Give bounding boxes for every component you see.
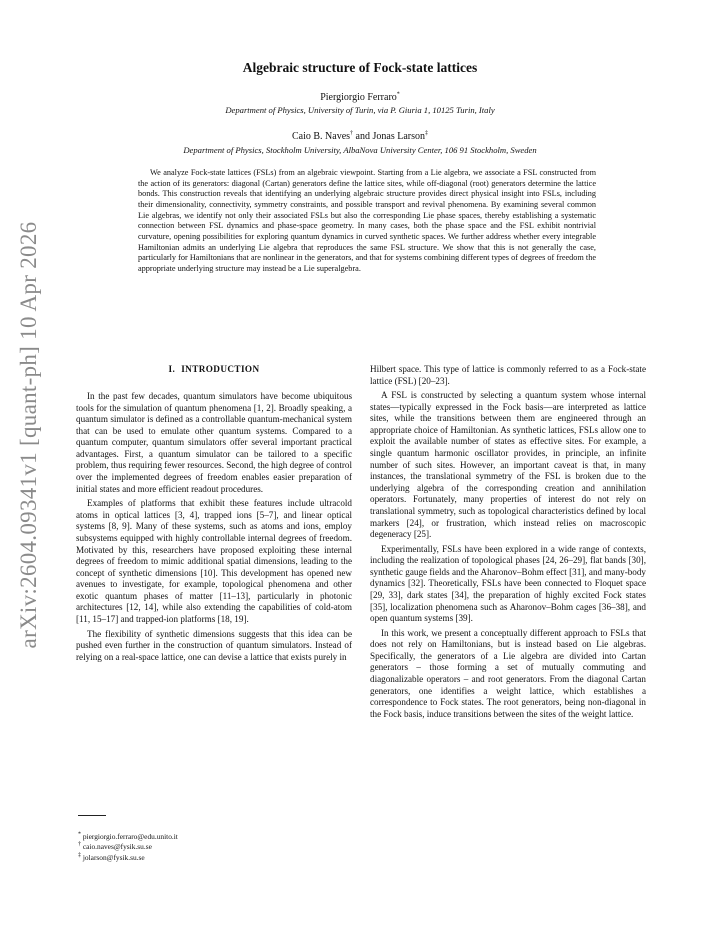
author-mark: † bbox=[350, 130, 354, 137]
footnotes bbox=[78, 832, 178, 863]
paragraph: Examples of platforms that exhibit these features include ultracold atoms in optical lattices [3, 4], trapped ions [5–7], and linear optical systems [8, 9]. Many of these systems, such as atoms and ions, employ subsystems equipped with highly controllable internal degrees of freedom. Motivated by this, researchers have proposed exploiting these internal degrees of freedom to mimic additional spatial dimensions, leading to the concept of synthetic dimensions [10]. This development has opened new avenues to investigate, for example, topological phenomena and other exotic quantum phases of matter [11–13], particularly in photonic architectures [12, 14], while also extending the capabilities of cold-atom [11, 15–17] and trapped-ion platforms [18, 19]. bbox=[76, 498, 352, 624]
footnote-mark: * bbox=[78, 831, 81, 838]
footnote-email-link[interactable]: piergiorgio.ferraro@edu.unito.it bbox=[82, 832, 178, 841]
paragraph: In this work, we present a conceptually different approach to FSLs that does not rely on Hamiltonians, but is instead based on Lie algebras. Specifically, the generators of a Lie algebra are divided into Cartan generators – those forming a set of mutually commuting and diagonalizable operators – and root generators. From the diagonal Cartan generators, one identifies a weight lattice, which establishes a correspondence to Fock states. The root generators, being non-diagonal in the Fock basis, induce transitions between the sites of the weight lattice. bbox=[370, 627, 646, 719]
left-column bbox=[76, 364, 352, 666]
author-name: Piergiorgio Ferraro bbox=[320, 92, 397, 103]
section-heading bbox=[76, 364, 352, 376]
footnote bbox=[78, 832, 178, 842]
arxiv-identifier-stamp bbox=[4, 205, 54, 665]
author-name: Jonas Larson bbox=[372, 131, 425, 142]
footnote bbox=[78, 842, 178, 852]
footnote-mark: ‡ bbox=[78, 852, 81, 859]
author-mark: ‡ bbox=[425, 130, 428, 137]
arxiv-identifier-text: arXiv:2604.09341v1 [quant-ph] 10 Apr 2026 bbox=[16, 221, 41, 649]
author-mark: * bbox=[396, 91, 400, 98]
footnote-email-link[interactable]: jolarson@fysik.su.se bbox=[82, 852, 145, 862]
author-line-2 bbox=[0, 131, 720, 142]
author-conjunction: and bbox=[353, 131, 373, 142]
footnote-mark: † bbox=[78, 841, 81, 848]
paper-title: Algebraic structure of Fock-state lattices bbox=[242, 60, 478, 75]
section-number: I. bbox=[168, 364, 176, 374]
affiliation-1: Department of Physics, University of Turin, via P. Giuria 1, 10125 Turin, Italy bbox=[225, 105, 495, 115]
footnote-rule bbox=[78, 815, 106, 816]
footnote bbox=[78, 853, 178, 863]
paragraph: The flexibility of synthetic dimensions suggests that this idea can be pushed even further in the construction of quantum simulators. Instead of relying on a real-space lattice, one can devise a lattice that exists purely in bbox=[76, 628, 352, 662]
paragraph: In the past few decades, quantum simulators have become ubiquitous tools for the simulation of quantum phenomena [1, 2]. Broadly speaking, a quantum simulator is defined as a controllable quantum-mechanical system that can be used to emulate other quantum systems. Compared to a quantum computer, quantum simulators offer several important practical advantages. First, a quantum simulator can be tailored to a specific problem, thus requiring fewer resources. Second, the high degree of control over the implemented degrees of freedom enables easier preparation of initial states and more efficient readout procedures. bbox=[76, 391, 352, 494]
abstract: We analyze Fock-state lattices (FSLs) from an algebraic viewpoint. Starting from a Lie algebra, we associate a FSL constructed from the action of its generators: diagonal (Cartan) generators define the lattice sites, while off-diagonal (root) generators determine the lattice bonds. This construction reveals that identifying an underlying algebraic structure provides direct physical insight into FSLs, including their dimensionality, connectivity, symmetry constraints, and possible transport and revival phenomena. By examining several common Lie algebras, we identify not only their associated FSLs but also the corresponding Lie phase spaces, thereby establishing a systematic connection between FSL dynamics and phase-space geometry. In many cases, both the phase space and the FSL exhibit nontrivial curvature, opening possibilities for exploring quantum dynamics in curved synthetic spaces. We further address whether every integrable Hamiltonian admits an underlying Lie algebra that reproduces the same FSL structure. We show that this is not generally the case, particularly for Hamiltonians that are nonlinear in the generators, and that for systems combining different types of degrees of freedom the appropriate underlying structure may instead be a Lie superalgebra. bbox=[138, 168, 596, 273]
author-name: Caio B. Naves bbox=[292, 131, 351, 142]
paragraph: Hilbert space. This type of lattice is commonly referred to as a Fock-state lattice (FSL) [20–23]. bbox=[370, 364, 646, 386]
right-column bbox=[370, 364, 646, 723]
paragraph: Experimentally, FSLs have been explored in a wide range of contexts, including the realization of topological phases [24, 26–29], flat bands [30], synthetic gauge fields and the Aharonov–Bohm effect [31], and many-body dynamics [32]. Theoretically, FSLs have been connected to Floquet space [29, 33], dark states [34], the preparation of highly excited Fock states [35], localization phenomena such as Aharonov–Bohm cages [36–38], and open quantum systems [39]. bbox=[370, 543, 646, 624]
footnote-email-link[interactable]: caio.naves@fysik.su.se bbox=[82, 842, 152, 852]
paragraph: A FSL is constructed by selecting a quantum system whose internal states—typically expressed in the Fock basis—are interpreted as lattice sites, while the transitions between them are engineered through an appropriate choice of Hamiltonian. As synthetic lattices, FSLs allow one to exploit the available number of states as effective sites. For example, a single quantum harmonic oscillator provides, in principle, an infinite number of such sites. However, an important caveat is that, in many instances, the translational symmetry of the FSL is broken due to the underlying algebra of the corresponding creation and annihilation operators. Fortunately, many properties of interest do not rely on translational symmetry, such as topological characteristics defined by local markers [24], or frustration, which instead relies on macroscopic degeneracy [25]. bbox=[370, 390, 646, 540]
affiliation-2: Department of Physics, Stockholm University, AlbaNova University Center, 106 91 Stockholm, Sweden bbox=[183, 145, 537, 155]
author-line-1 bbox=[0, 92, 720, 103]
section-title: INTRODUCTION bbox=[181, 364, 260, 374]
